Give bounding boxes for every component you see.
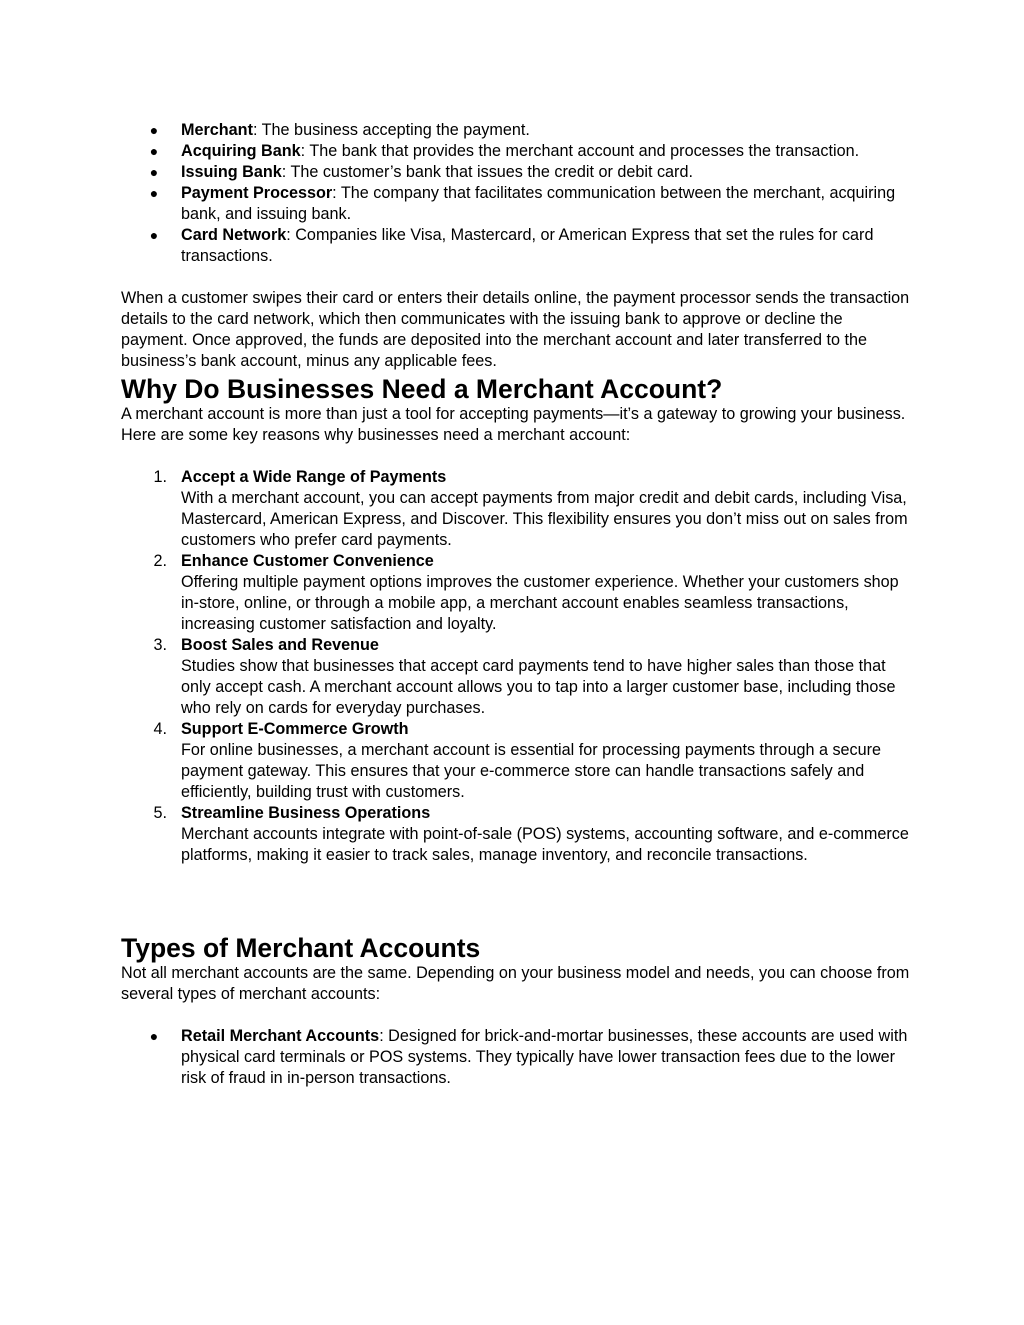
types-intro: Not all merchant accounts are the same. Depending on your business model and needs, you can choose from several types of merchant accounts: [121,964,910,1003]
type-desc: : Designed for brick-and-mortar businesses, these accounts are used with physical card terminals or POS systems. They typically have lower transaction fees due to the lower risk of fraud in in-person transactions. [181,1027,908,1087]
reason-body: Studies show that businesses that accept card payments tend to have higher sales than those that only accept cash. A merchant account allows you to tap into a larger customer base, including those who rely on cards for everyday purchases. [181,657,896,717]
bullet-icon: ● [149,164,159,180]
payment-roles-list [121,120,911,267]
bullet-icon: ● [149,227,159,243]
role-term: Payment Processor [181,184,333,202]
document-page [121,120,911,1089]
reason-body: For online businesses, a merchant account is essential for processing payments through a secure payment gateway. This ensures that your e-commerce store can handle transactions safely and efficiently, building trust with customers. [181,741,882,801]
role-desc: : The customer’s bank that issues the credit or debit card. [281,163,693,181]
role-term: Acquiring Bank [181,142,301,160]
list-item [121,803,911,866]
reason-title: Enhance Customer Convenience [181,552,434,570]
role-desc: : Companies like Visa, Mastercard, or American Express that set the rules for card transactions. [181,226,874,265]
reason-body: Offering multiple payment options improves the customer experience. Whether your customers shop in-store, online, or through a mobile app, a merchant account enables seamless transactions, increasing customer satisfaction and loyalty. [181,573,899,633]
reason-title: Accept a Wide Range of Payments [181,468,447,486]
list-item [121,141,911,162]
item-number: 3. [153,636,167,654]
type-term: Retail Merchant Accounts [181,1027,380,1045]
role-desc: : The bank that provides the merchant account and processes the transaction. [300,142,860,160]
reason-body: Merchant accounts integrate with point-of-sale (POS) systems, accounting software, and e-commerce platforms, making it easier to track sales, manage inventory, and reconcile transactions. [181,825,909,864]
item-number: 5. [153,804,167,822]
bullet-icon: ● [149,185,159,201]
bullet-icon: ● [149,122,159,138]
role-desc: : The business accepting the payment. [252,121,530,139]
list-item [121,551,911,635]
types-heading: Types of Merchant Accounts [121,933,481,963]
role-term: Issuing Bank [181,163,282,181]
list-item [121,162,911,183]
reason-body: With a merchant account, you can accept payments from major credit and debit cards, including Visa, Mastercard, American Express, and Discover. This flexibility ensures you don’t miss out on sales from customers who prefer card payments. [181,489,908,549]
list-item [121,1026,911,1089]
reason-title: Streamline Business Operations [181,804,431,822]
reasons-list [121,467,911,866]
reason-title: Support E-Commerce Growth [181,720,409,738]
list-item [121,225,911,267]
role-desc: : The company that facilitates communication between the merchant, acquiring bank, and issuing bank. [181,184,896,223]
list-item [121,719,911,803]
item-number: 4. [153,720,167,738]
why-intro: A merchant account is more than just a tool for accepting payments—it’s a gateway to growing your business. Here are some key reasons why businesses need a merchant account: [121,405,906,444]
item-number: 2. [153,552,167,570]
list-item [121,467,911,551]
types-list [121,1026,911,1089]
bullet-icon: ● [149,143,159,159]
list-item [121,635,911,719]
role-term: Card Network [181,226,287,244]
why-heading: Why Do Businesses Need a Merchant Account? [121,374,723,404]
list-item [121,120,911,141]
process-paragraph: When a customer swipes their card or enters their details online, the payment processor sends the transaction details to the card network, which then communicates with the issuing bank to approve or decline the payment. Once approved, the funds are deposited into the merchant account and later transferred to the business’s bank account, minus any applicable fees. [121,289,910,370]
list-item [121,183,911,225]
bullet-icon: ● [149,1028,159,1044]
reason-title: Boost Sales and Revenue [181,636,379,654]
item-number: 1. [153,468,167,486]
role-term: Merchant [181,121,253,139]
